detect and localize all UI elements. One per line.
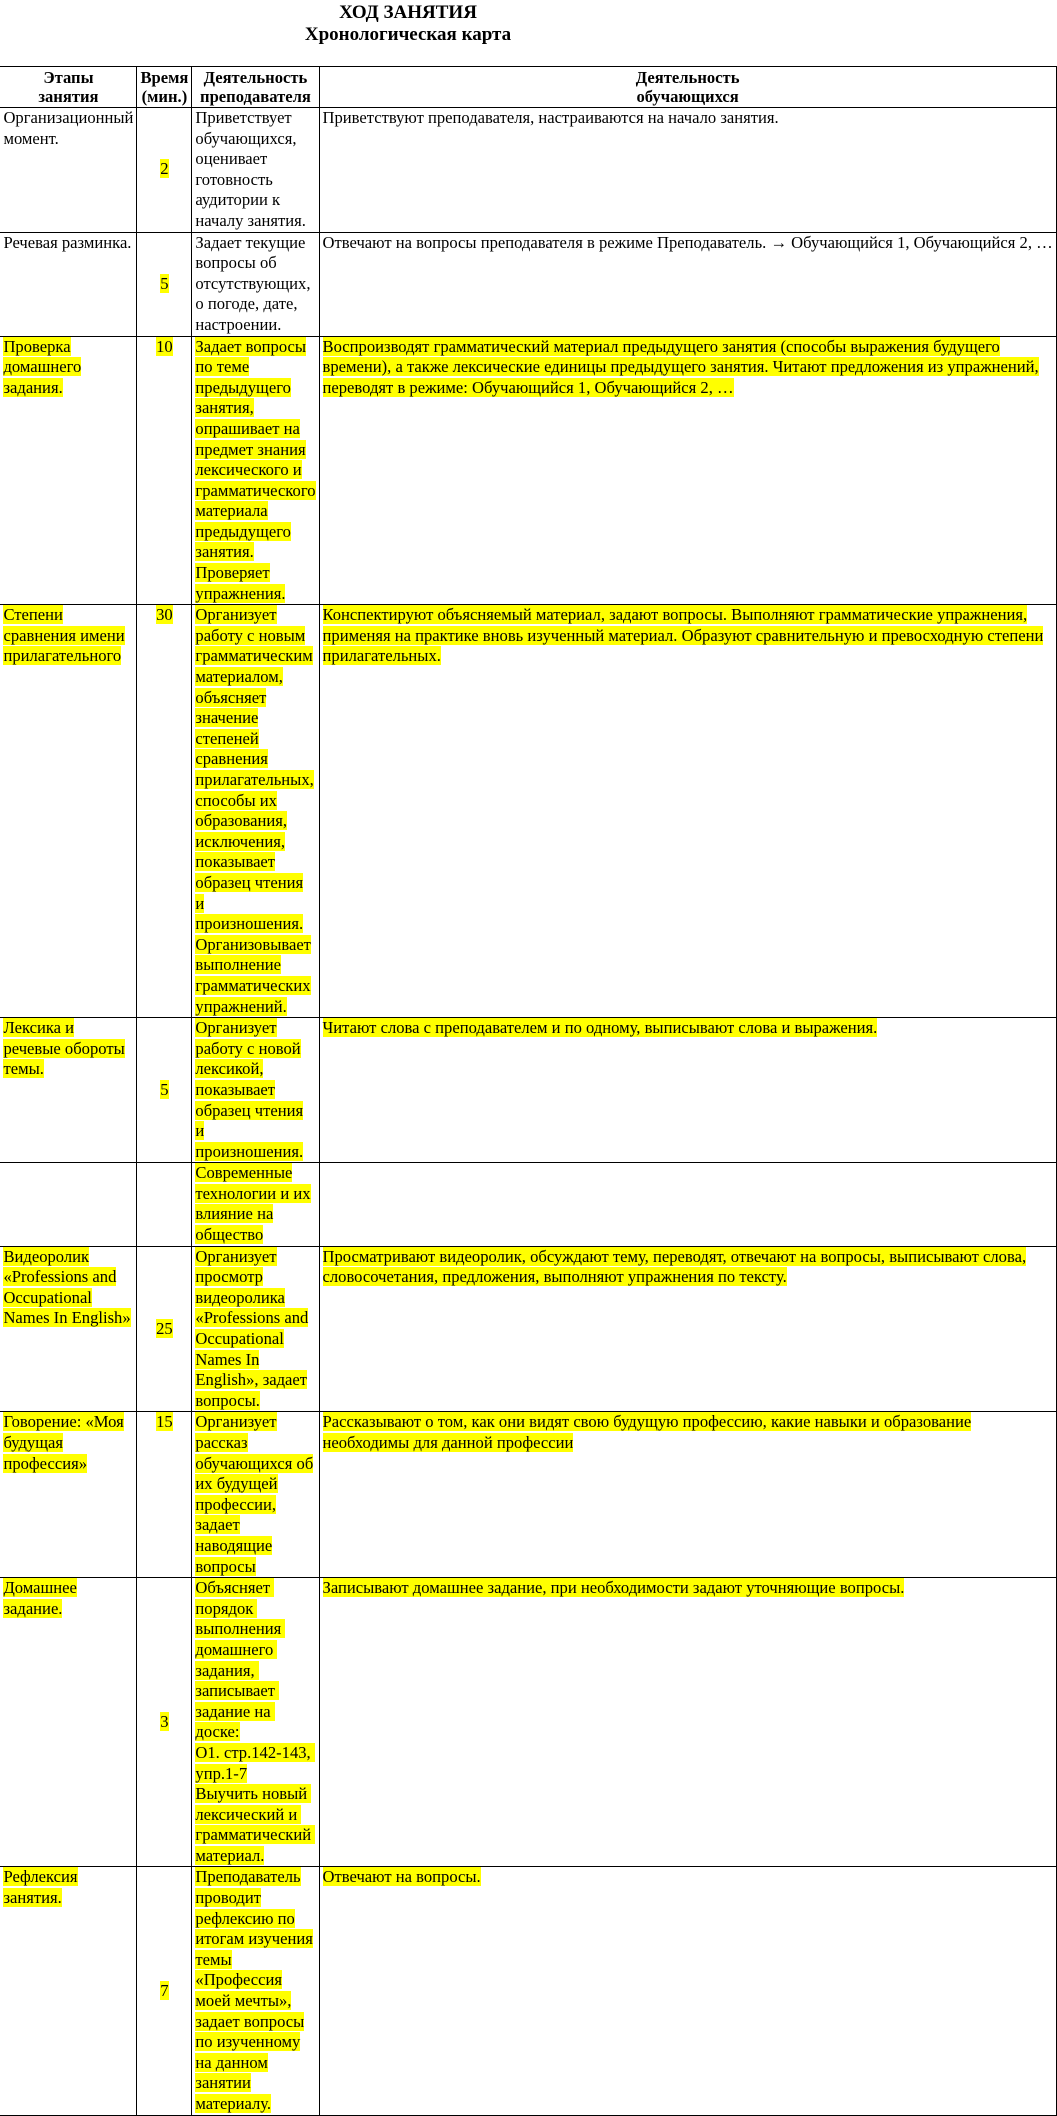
students-cell: [319, 605, 1056, 1018]
teacher-text: Задает вопросы по теме предыдущего занятия, опрашивает на предмет знания лексического и грамматического материала предыдущего занятия. Проверяет упражнения.: [195, 336, 316, 603]
teacher-text: Организует работу с новой лексикой, показывает образец чтения и произношения.: [195, 1018, 304, 1161]
stage-text: Речевая разминка.: [3, 232, 132, 252]
teacher-cell: [192, 605, 319, 1018]
teacher-text: Объясняет порядок выполнения домашнего задания, записывает задание на доске: О1. стр.142-143, упр.1-7 Выучить новый лексический и грамматический материал.: [195, 1578, 315, 1865]
table-row: [0, 1163, 1056, 1246]
stage-cell: [0, 1412, 137, 1578]
students-text: Приветствуют преподавателя, настраиваются на начало занятия.: [322, 108, 779, 127]
students-text: Рассказывают о том, как они видят свою будущую профессию, какие навыки и образование необходимы для данной профессии: [322, 1412, 972, 1452]
time-value: 25: [156, 1318, 173, 1338]
time-value: 5: [160, 273, 169, 293]
time-value: 10: [156, 336, 173, 356]
table-row: [0, 1246, 1056, 1412]
students-cell: [319, 1578, 1056, 1867]
teacher-cell: [192, 1578, 319, 1867]
students-cell: [319, 232, 1056, 336]
students-cell: [319, 1246, 1056, 1412]
document-subtitle: Хронологическая карта: [304, 24, 512, 45]
stage-text: Лексика и речевые обороты темы.: [3, 1018, 125, 1079]
teacher-cell: [192, 1246, 319, 1412]
students-text: Читают слова с преподавателем и по одному, выписывают слова и выражения.: [322, 1018, 878, 1038]
time-value: 3: [160, 1712, 169, 1732]
time-cell: [137, 1018, 192, 1163]
teacher-cell: [192, 232, 319, 336]
students-text: Воспроизводят грамматический материал предыдущего занятия (способы выражения будущего времени), а также лексические единицы предыдущего занятия. Читают предложения из упражнений, переводят в режиме: Обучающийся 1, Обучающийся 2, …: [322, 336, 1039, 397]
students-text: Отвечают на вопросы.: [322, 1867, 481, 1887]
time-cell: [137, 1578, 192, 1867]
students-cell: [319, 108, 1056, 233]
stage-cell: [0, 1578, 137, 1867]
table-row: [0, 108, 1056, 233]
header-teacher-activity: Деятельность преподавателя: [192, 67, 319, 108]
stage-cell: [0, 1867, 137, 2115]
teacher-text: Организует рассказ обучающихся об их будущей профессии, задает наводящие вопросы: [195, 1412, 314, 1576]
stage-text: Домашнее задание.: [3, 1578, 77, 1618]
time-value: 5: [160, 1079, 169, 1099]
document-title: ХОД ЗАНЯТИЯ: [339, 2, 477, 23]
table-row: [0, 1578, 1056, 1867]
table-row: [0, 1412, 1056, 1578]
teacher-text: Задает текущие вопросы об отсутствующих, о погоде, дате, настроении.: [195, 232, 311, 334]
students-cell: [319, 1412, 1056, 1578]
time-cell: [137, 1163, 192, 1246]
students-cell: [319, 1867, 1056, 2115]
header-stage: Этапы занятия: [0, 67, 137, 108]
time-cell: [137, 1867, 192, 2115]
teacher-cell: [192, 1412, 319, 1578]
stage-cell: [0, 1018, 137, 1163]
teacher-cell: [192, 1018, 319, 1163]
students-text: Конспектируют объясняемый материал, задают вопросы. Выполняют грамматические упражнения, применяя на практике вновь изученный материал. Образуют сравнительную и превосходную степени прилагательных.: [322, 605, 1044, 666]
stage-cell: [0, 336, 137, 605]
stage-text: Рефлексия занятия.: [3, 1867, 78, 1908]
teacher-text: Преподаватель проводит рефлексию по итогам изучения темы «Профессия моей мечты», задает вопросы по изученному на данном занятии материалу.: [195, 1867, 313, 2113]
time-cell: [137, 1412, 192, 1578]
teacher-cell: [192, 108, 319, 233]
header-student-activity: Деятельность обучающихся: [319, 67, 1056, 108]
teacher-text: Современные технологии и их влияние на общество: [195, 1163, 311, 1245]
stage-cell: [0, 232, 137, 336]
table-row: [0, 1867, 1056, 2115]
table-row: [0, 605, 1056, 1018]
table-row: [0, 232, 1056, 336]
time-value: 7: [160, 1980, 169, 2000]
time-cell: [137, 108, 192, 233]
table-row: [0, 336, 1056, 605]
header-time: Время (мин.): [137, 67, 192, 108]
stage-text: Степени сравнения имени прилагательного: [3, 605, 125, 666]
chronological-map-table: [0, 66, 1057, 2116]
students-text: Просматривают видеоролик, обсуждают тему, переводят, отвечают на вопросы, выписывают слова, словосочетания, предложения, выполняют упражнения по тексту.: [322, 1246, 1027, 1287]
students-text: Отвечают на вопросы преподавателя в режиме Преподаватель. → Обучающийся 1, Обучающийся 2, …: [322, 232, 1053, 252]
students-cell: [319, 1163, 1056, 1246]
stage-text: Говорение: «Моя будущая профессия»: [3, 1412, 124, 1473]
stage-cell: [0, 1246, 137, 1412]
teacher-cell: [192, 336, 319, 605]
students-cell: [319, 1018, 1056, 1163]
students-text: Записывают домашнее задание, при необходимости задают уточняющие вопросы.: [322, 1578, 905, 1598]
table-row: [0, 1018, 1056, 1163]
teacher-text: Приветствует обучающихся, оценивает готовность аудитории к началу занятия.: [195, 108, 306, 230]
stage-text: Видеоролик «Professions and Occupational Names In English»: [3, 1246, 131, 1328]
teacher-cell: [192, 1867, 319, 2115]
stage-text: Проверка домашнего задания.: [3, 336, 82, 397]
teacher-text: Организует просмотр видеоролика «Professions and Occupational Names In English», задает вопросы.: [195, 1246, 309, 1410]
time-cell: [137, 232, 192, 336]
stage-cell: [0, 1163, 137, 1246]
time-value: 30: [156, 605, 173, 625]
time-cell: [137, 336, 192, 605]
students-cell: [319, 336, 1056, 605]
teacher-text: Организует работу с новым грамматическим материалом, объясняет значение степеней сравнения прилагательных, способы их образования, исключения, показывает образец чтения и произношения. Организовывает выполнение грамматических упражнений.: [195, 605, 314, 1016]
stage-text: Организационный момент.: [3, 108, 134, 148]
stage-cell: [0, 108, 137, 233]
time-cell: [137, 1246, 192, 1412]
teacher-cell: [192, 1163, 319, 1246]
table-header-row: [0, 67, 1056, 108]
stage-cell: [0, 605, 137, 1018]
time-cell: [137, 605, 192, 1018]
time-value: 15: [156, 1412, 173, 1432]
time-value: 2: [160, 159, 169, 179]
